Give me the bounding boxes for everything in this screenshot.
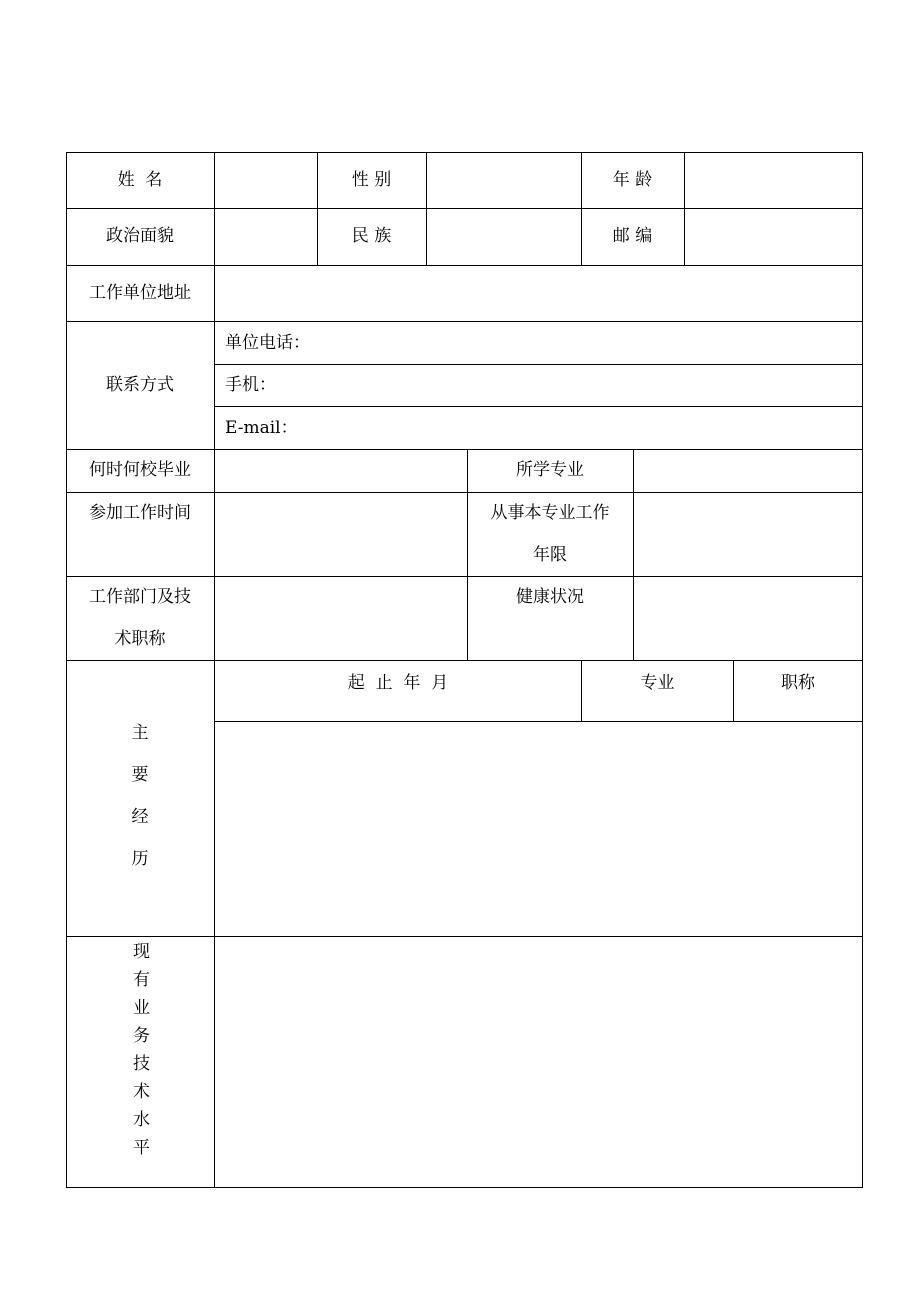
major-field[interactable] bbox=[634, 450, 862, 492]
age-label: 年 龄 bbox=[612, 169, 653, 190]
work-address-field[interactable] bbox=[215, 266, 862, 321]
experience-char-1: 主 bbox=[131, 723, 149, 743]
ethnicity-field[interactable] bbox=[427, 209, 581, 265]
start-work-label: 参加工作时间 bbox=[89, 502, 191, 523]
skill-char-3: 业 bbox=[133, 998, 150, 1018]
title-header: 职称 bbox=[781, 672, 815, 693]
work-phone-field[interactable] bbox=[215, 322, 862, 364]
major-label: 所学专业 bbox=[516, 460, 584, 480]
graduation-field[interactable] bbox=[215, 450, 467, 492]
mobile-label: 手机： bbox=[225, 375, 276, 395]
health-label: 健康状况 bbox=[516, 586, 584, 607]
years-in-field-label bbox=[467, 492, 633, 576]
dept-title-field[interactable] bbox=[215, 577, 467, 660]
politics-field[interactable] bbox=[215, 209, 317, 265]
skill-char-1: 现 bbox=[133, 942, 150, 962]
health-field[interactable] bbox=[634, 577, 862, 660]
skill-char-4: 务 bbox=[133, 1026, 150, 1046]
rule-right bbox=[862, 152, 863, 1188]
start-work-field[interactable] bbox=[215, 493, 467, 576]
dept-title-label bbox=[66, 576, 214, 660]
skill-label bbox=[66, 936, 214, 1187]
name-label: 姓 名 bbox=[117, 169, 163, 190]
skill-field[interactable] bbox=[215, 937, 862, 1187]
postcode-label: 邮 编 bbox=[612, 226, 653, 246]
experience-field[interactable] bbox=[215, 722, 862, 936]
dept-title-line1: 工作部门及技 bbox=[89, 587, 191, 607]
skill-char-5: 技 bbox=[133, 1054, 150, 1074]
postcode-field[interactable] bbox=[685, 209, 862, 265]
contact-label: 联系方式 bbox=[106, 374, 174, 395]
ethnicity-label: 民 族 bbox=[351, 226, 392, 246]
years-in-field-line1: 从事本专业工作 bbox=[490, 503, 610, 523]
experience-char-4: 历 bbox=[131, 849, 149, 869]
skill-char-6: 术 bbox=[133, 1082, 150, 1102]
years-in-field-line2: 年限 bbox=[533, 545, 567, 565]
experience-char-3: 经 bbox=[131, 807, 149, 827]
specialty-header: 专业 bbox=[640, 672, 675, 693]
work-address-label: 工作单位地址 bbox=[89, 282, 191, 303]
gender-field[interactable] bbox=[427, 153, 581, 208]
mobile-field[interactable] bbox=[215, 365, 862, 406]
dept-title-line2: 术职称 bbox=[114, 629, 166, 649]
email-label: E-mail： bbox=[225, 417, 298, 438]
experience-label bbox=[66, 660, 214, 936]
skill-char-7: 水 bbox=[133, 1110, 150, 1130]
period-header: 起 止 年 月 bbox=[347, 672, 449, 693]
name-field[interactable] bbox=[215, 153, 317, 208]
work-phone-label: 单位电话： bbox=[225, 332, 310, 353]
experience-char-2: 要 bbox=[131, 765, 149, 785]
email-field[interactable] bbox=[215, 407, 862, 449]
politics-label: 政治面貌 bbox=[106, 226, 174, 246]
years-in-field-field[interactable] bbox=[634, 493, 862, 576]
skill-char-2: 有 bbox=[133, 970, 150, 990]
graduation-label: 何时何校毕业 bbox=[89, 460, 191, 480]
age-field[interactable] bbox=[685, 153, 862, 208]
gender-label: 性 别 bbox=[351, 169, 392, 190]
rule-bottom bbox=[66, 1187, 863, 1188]
skill-char-8: 平 bbox=[133, 1138, 150, 1158]
